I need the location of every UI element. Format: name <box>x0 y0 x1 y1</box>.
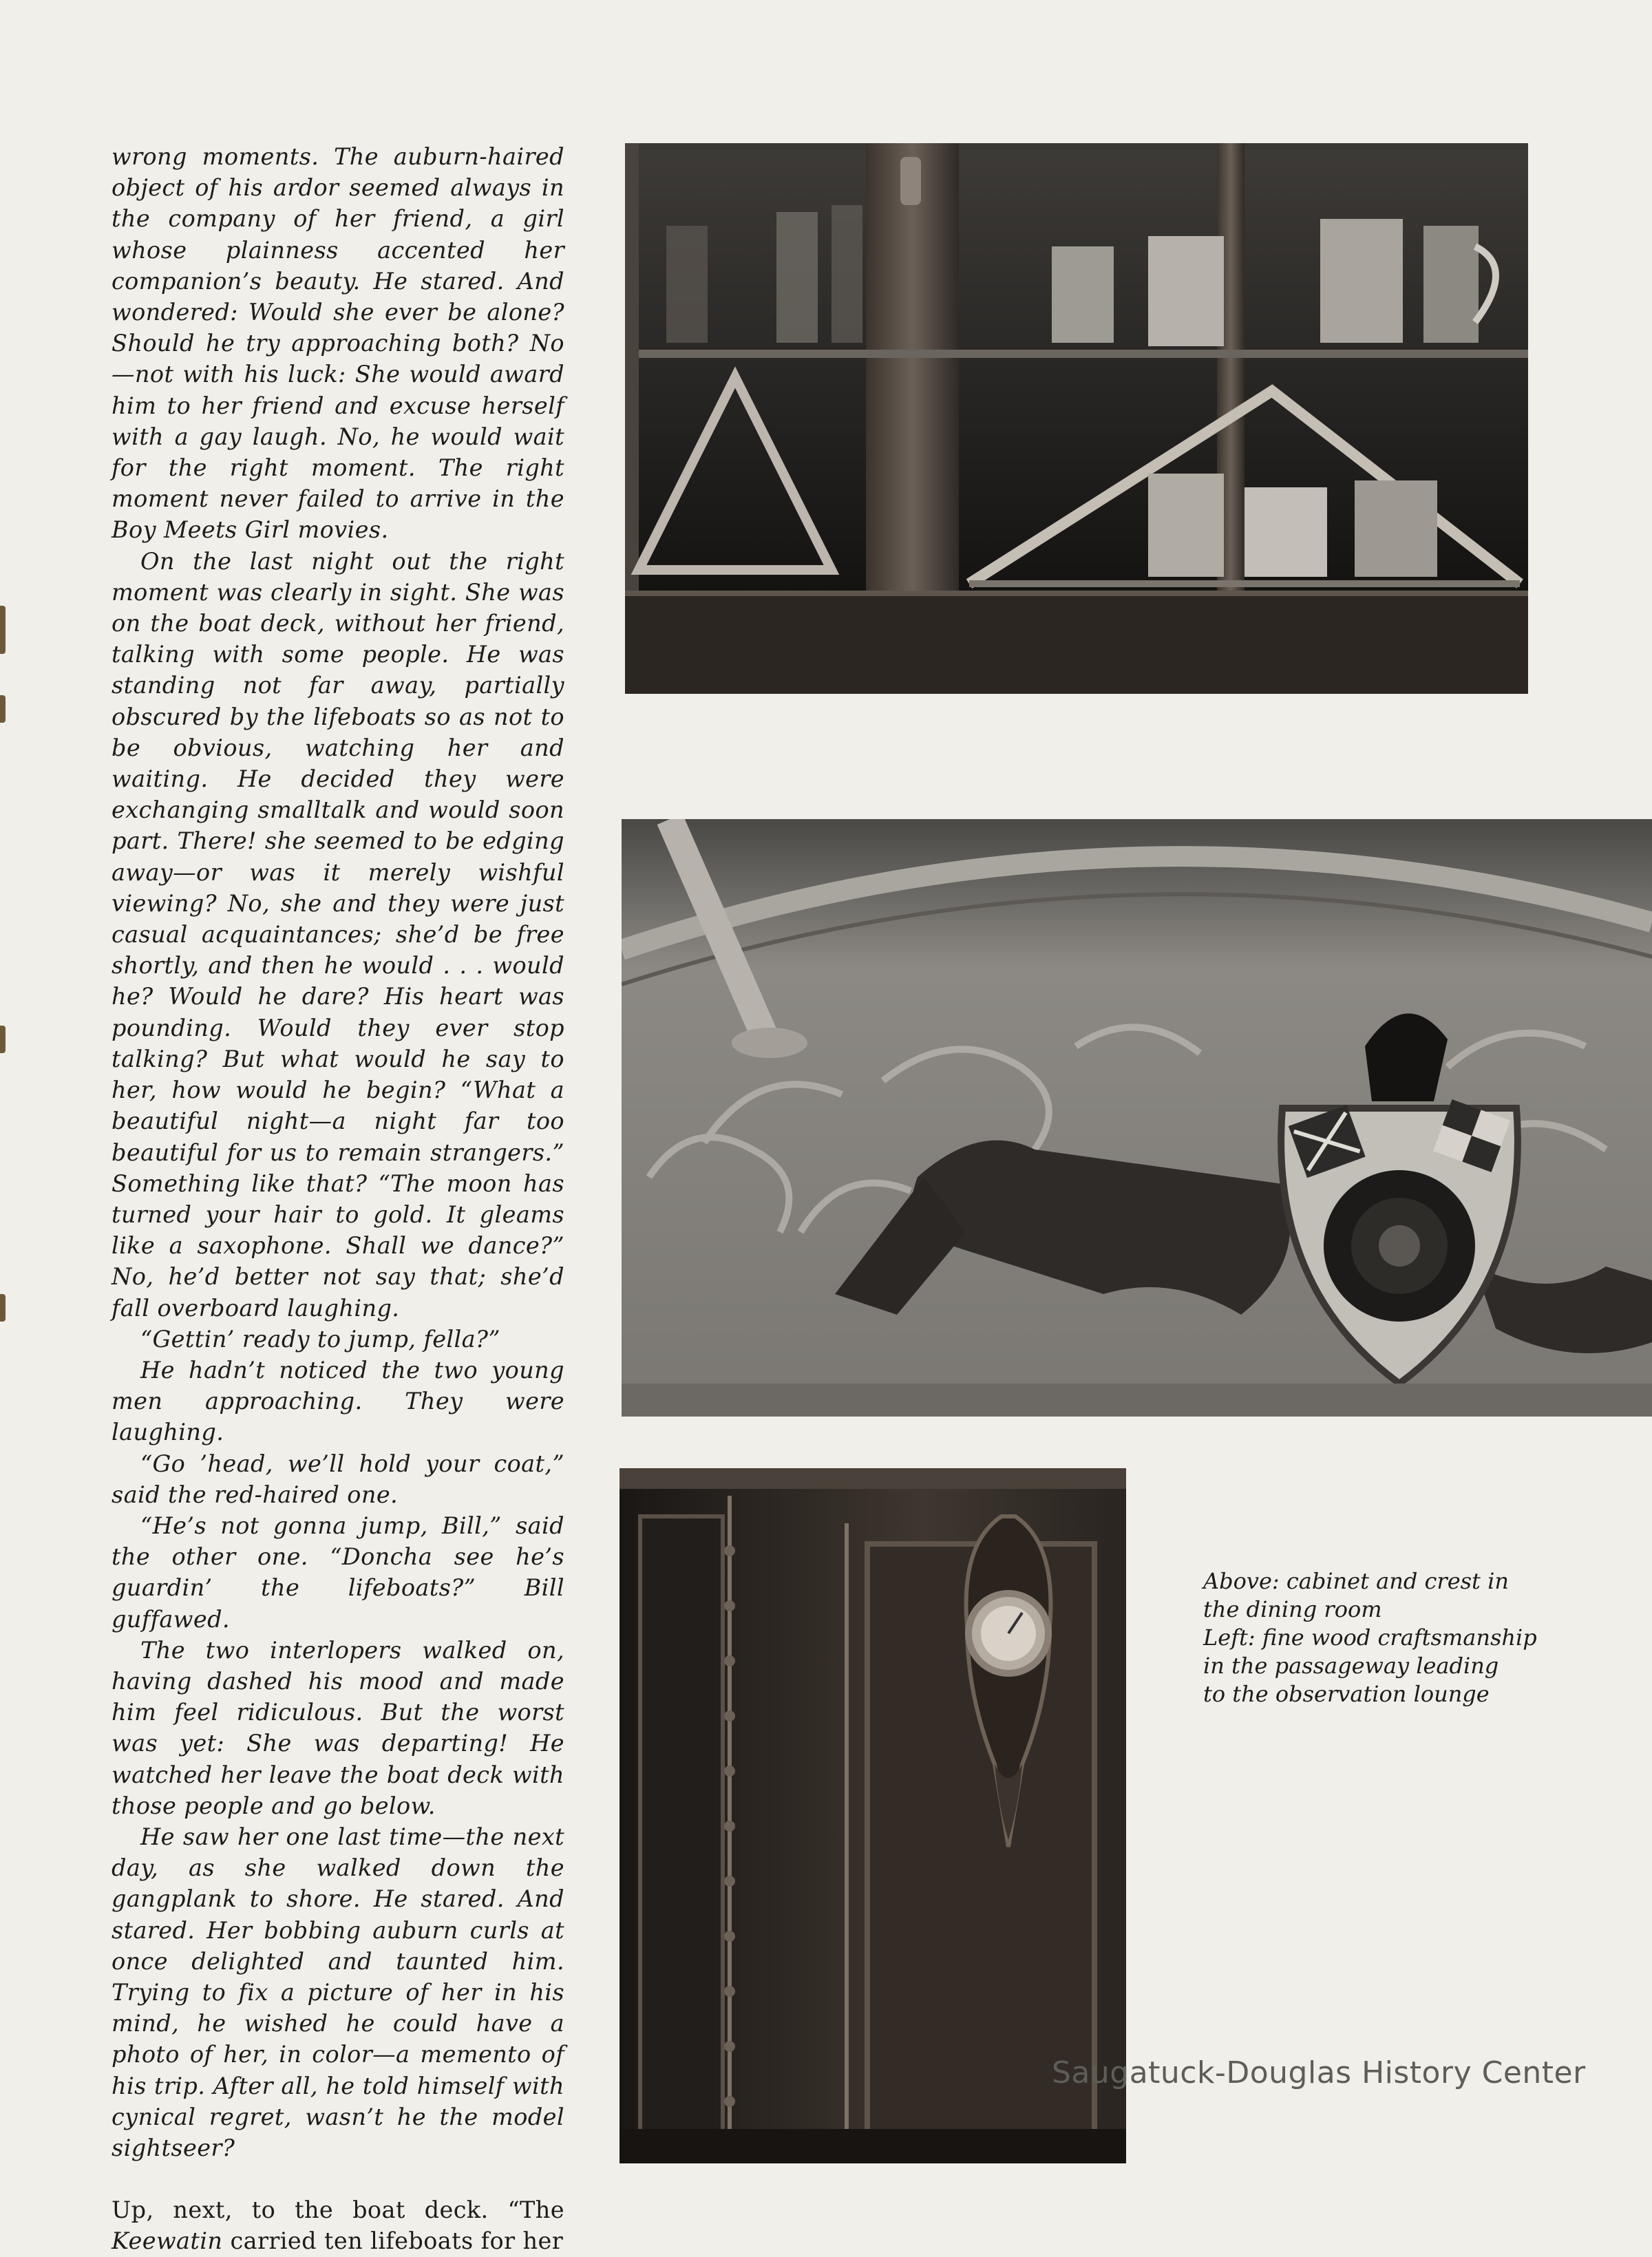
passageway-photo <box>620 1468 1126 2163</box>
paragraph: “Go ’head, we’ll hold your coat,” said the red-haired one. <box>112 1450 564 1508</box>
paragraph: “He’s not gonna jump, Bill,” said the other one. “Doncha see he’s guardin’ the lifeboats?” Bill guffawed. <box>112 1512 564 1633</box>
article-column <box>112 141 564 2257</box>
paragraph: He saw her one last time—the next day, as she walked down the gangplank to shore. He stared. And stared. Her bobbing auburn curls at once delighted and taunted him. Trying to fix a picture of her in his mind, he wished he could have a photo of her, in color—a memento of his trip. After all, he told himself with cynical regret, wasn’t he the model sightseer? <box>112 1823 564 2161</box>
crest-image <box>622 819 1652 1417</box>
paragraph: wrong moments. The auburn-haired object of his ardor seemed always in the company of her friend, a girl whose plainness accented her companion’s beauty. He stared. And wondered: Would she ever be alone? Should he try approaching both? No—not with his luck: She would award him to her friend and excuse herself with a gay laugh. No, he would wait for the right moment. The right moment never failed to arrive in the Boy Meets Girl movies. <box>112 143 564 544</box>
paragraph: “Gettin’ ready to jump, fella?” <box>140 1325 500 1353</box>
photo-caption <box>1203 1567 1589 1708</box>
paragraph: On the last night out the right moment was clearly in sight. She was on the boat deck, without her friend, talking with some people. He was standing not far away, partially obscured by the lifeboats so as not to be obvious, watching her and waiting. He decided they were exchanging smalltalk and would soon part. There! she seemed to be edging away—or was it merely wishful viewing? No, she and they were just casual acquaintances; she’d be free shortly, and then he would . . . would he? Would he dare? His heart was pounding. Would they ever stop talking? But what would he say to her, how would he begin? “What a beautiful night—a night far too beautiful for us to remain strangers.” Something like that? “The moon has turned your hair to gold. It gleams like a saxophone. Shall we dance?” No, he’d better not say that; she’d fall overboard laughing. <box>112 547 564 1322</box>
caption-line: in the passageway leading <box>1203 1653 1499 1679</box>
caption-line: Above: cabinet and crest in <box>1203 1568 1509 1594</box>
passageway-image <box>620 1468 1126 2163</box>
closing-paragraph <box>112 2194 564 2256</box>
cabinet-image <box>625 143 1528 694</box>
watermark: Saugatuck-Douglas History Center <box>1052 2055 1586 2090</box>
paragraph: He hadn’t noticed the two young men approaching. They were laughing. <box>112 1356 564 1446</box>
closing-prefix: Up, next, to the boat deck. “The <box>112 2196 564 2224</box>
caption-line: Left: fine wood craftsmanship <box>1203 1624 1537 1651</box>
ship-name: Keewatin <box>112 2227 223 2255</box>
paragraph: The two interlopers walked on, having dashed his mood and made him feel ridiculous. But the worst was yet: She was departing! He watched her leave the boat deck with those people and go below. <box>112 1636 564 1819</box>
closing-suffix: carried ten lifeboats for her <box>222 2227 564 2255</box>
caption-line: the dining room <box>1203 1596 1382 1622</box>
crest-photo <box>622 819 1652 1417</box>
caption-line: to the observation lounge <box>1203 1681 1490 1707</box>
cabinet-photo <box>625 143 1528 694</box>
